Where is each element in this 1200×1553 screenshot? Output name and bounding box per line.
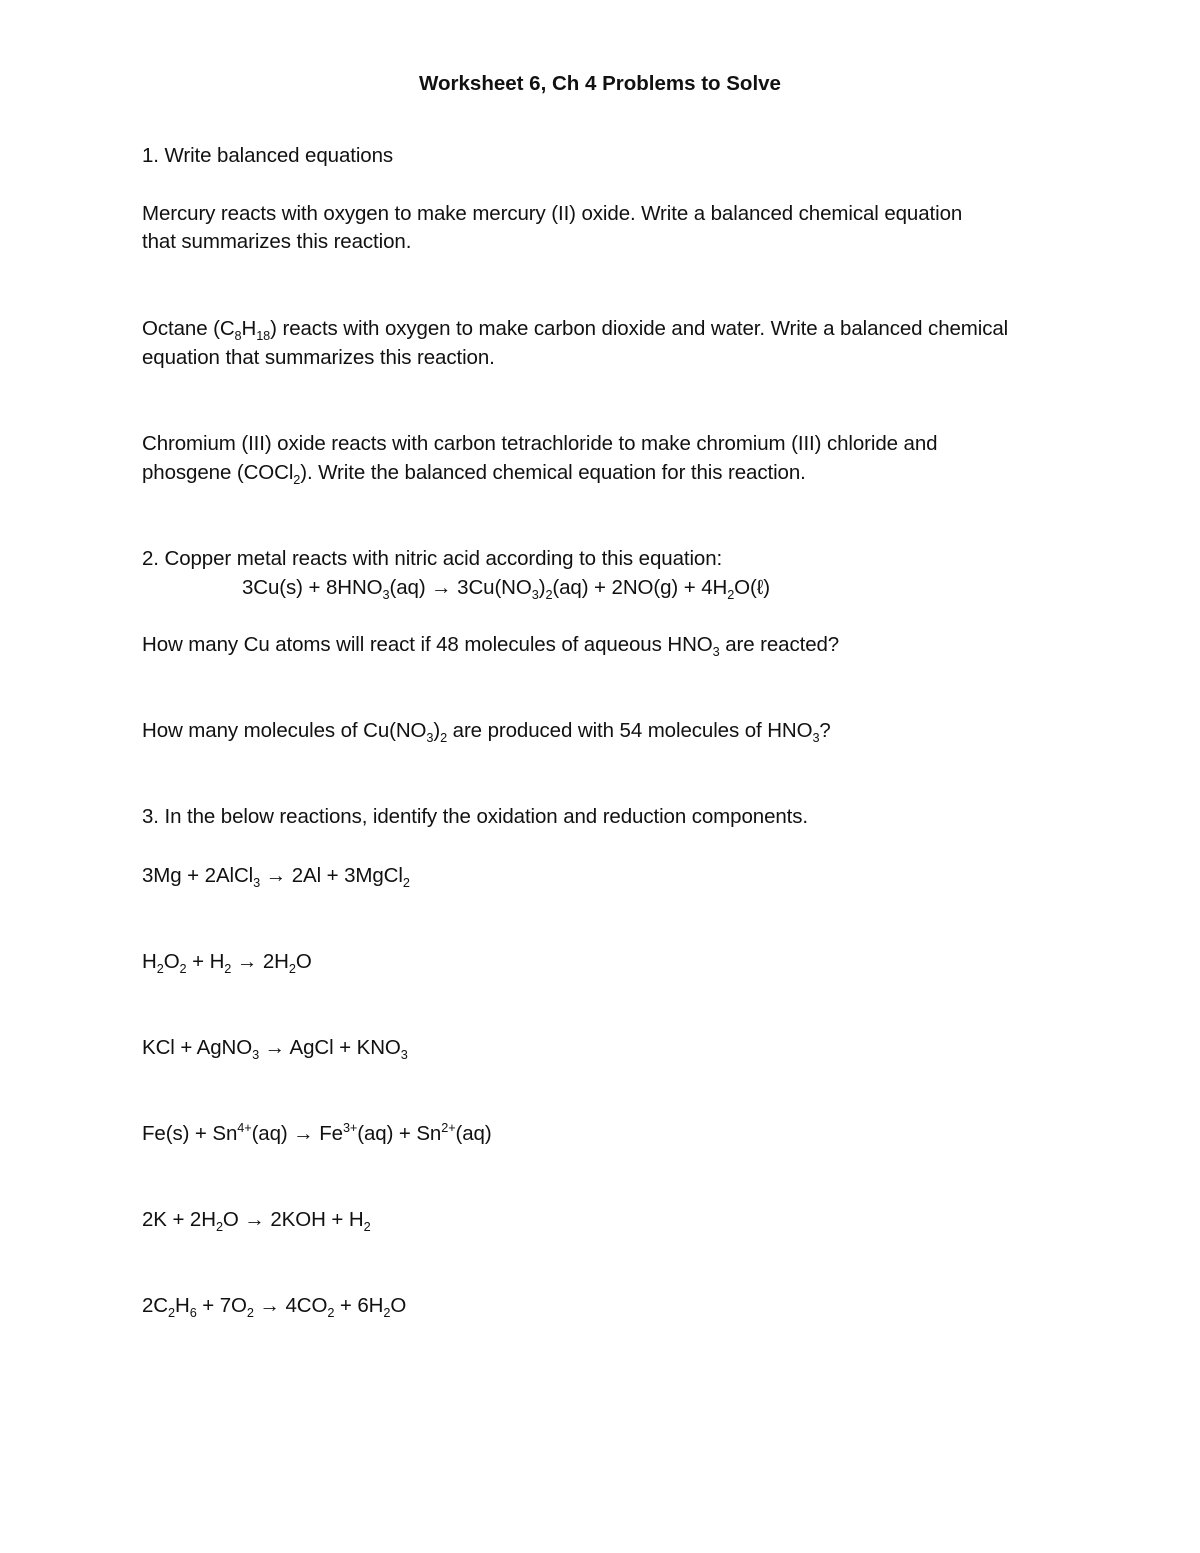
page-title: Worksheet 6, Ch 4 Problems to Solve [419,72,781,95]
text-fragment: 2C [142,1294,169,1317]
text-fragment: ? [819,719,831,742]
subscript: 3 [812,730,820,746]
subscript: 2 [168,1305,175,1321]
text-fragment: (aq) → 3Cu(NO [389,576,532,599]
subscript: 2 [440,730,448,746]
subscript: 2 [402,875,410,891]
text-fragment: ) [538,576,546,599]
text-fragment: How many Cu atoms will react if 48 molecules of aqueous HNO [142,633,713,656]
text-fragment: H [142,950,157,973]
text-fragment: Fe(s) + Sn [142,1122,238,1145]
text-fragment: 3Mg + 2AlCl [142,864,254,887]
subscript: 3 [426,730,434,746]
subscript: 2 [327,1305,335,1321]
text-fragment: Octane (C [142,317,235,340]
text-fragment: → AgCl + KNO [259,1036,401,1059]
text-fragment: + 6H [334,1294,384,1317]
q3-reaction-4 [142,1120,492,1148]
text-fragment: ) reacts with oxygen to make carbon dioxide and water. Write a balanced chemical [270,317,1009,340]
q3-reaction-1 [142,862,410,890]
q3-heading: 3. In the below reactions, identify the oxidation and reduction components. [142,805,809,828]
subscript: 3 [253,875,261,891]
superscript: 2+ [441,1120,456,1136]
text-fragment: (aq) [455,1122,492,1145]
q3-reaction-5 [142,1206,371,1234]
subscript: 2 [727,587,735,603]
q1-mercury-line1: Mercury reacts with oxygen to make mercury (II) oxide. Write a balanced chemical equation [142,202,963,225]
q1-octane-line1 [142,315,1008,343]
text-fragment: ) [433,719,441,742]
text-fragment: 3Cu(s) + 8HNO [242,576,383,599]
text-fragment: H [241,317,257,340]
q3-reaction-2 [142,948,312,976]
text-fragment: + H [186,950,225,973]
subscript: 2 [288,961,296,977]
superscript: 4+ [237,1120,252,1136]
text-fragment: (aq) + 2NO(g) + 4H [552,576,728,599]
text-fragment: ). Write the balanced chemical equation for this reaction. [300,461,806,484]
text-fragment: How many molecules of Cu(NO [142,719,427,742]
text-fragment: O [390,1294,407,1317]
subscript: 2 [545,587,553,603]
subscript: 3 [712,644,720,660]
q2-equation [242,574,770,602]
text-fragment: are produced with 54 molecules of HNO [447,719,813,742]
text-fragment: phosgene (COCl [142,461,294,484]
subscript: 3 [382,587,390,603]
text-fragment: → 2Al + 3MgCl [260,864,403,887]
q2-heading: 2. Copper metal reacts with nitric acid according to this equation: [142,547,723,570]
text-fragment: O [295,950,312,973]
text-fragment: + 7O [196,1294,247,1317]
q3-reaction-3 [142,1034,408,1062]
q1-octane-line2: equation that summarizes this reaction. [142,346,495,369]
superscript: 3+ [342,1120,358,1136]
text-fragment: O(ℓ) [734,576,770,599]
q2-question-a [142,631,839,659]
text-fragment: O [163,950,180,973]
text-fragment: are reacted? [719,633,840,656]
text-fragment: O → 2KOH + H [222,1208,364,1231]
text-fragment: (aq) → Fe [251,1122,343,1145]
subscript: 18 [256,328,271,344]
subscript: 3 [400,1047,408,1063]
subscript: 6 [189,1305,197,1321]
q1-chromium-line1: Chromium (III) oxide reacts with carbon tetrachloride to make chromium (III) chloride and [142,432,938,455]
subscript: 2 [383,1305,391,1321]
subscript: 2 [215,1219,223,1235]
subscript: 2 [363,1219,371,1235]
q1-chromium-line2 [142,459,806,487]
text-fragment: → 4CO [253,1294,328,1317]
q1-heading: 1. Write balanced equations [142,144,394,167]
q1-mercury-line2: that summarizes this reaction. [142,230,412,253]
text-fragment: H [174,1294,190,1317]
subscript: 2 [293,472,301,488]
subscript: 3 [531,587,539,603]
subscript: 2 [246,1305,254,1321]
subscript: 2 [156,961,164,977]
subscript: 2 [224,961,232,977]
subscript: 3 [252,1047,260,1063]
q3-reaction-6 [142,1292,406,1320]
subscript: 8 [234,328,242,344]
text-fragment: → 2H [231,950,289,973]
text-fragment: 2K + 2H [142,1208,216,1231]
q2-question-b [142,717,831,745]
text-fragment: KCl + AgNO [142,1036,253,1059]
text-fragment: (aq) + Sn [357,1122,442,1145]
subscript: 2 [179,961,187,977]
